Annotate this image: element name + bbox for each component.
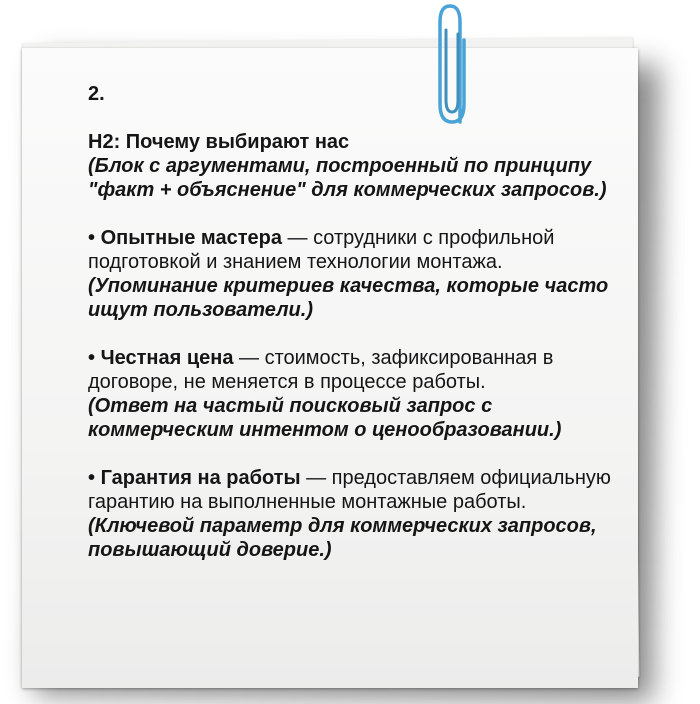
argument-text: — стоимость, зафиксированная в договоре, не меняется в процессе работы.: [88, 347, 554, 393]
argument-title: Честная цена: [100, 347, 234, 369]
argument-bullet: •: [88, 227, 101, 249]
argument-note: (Ключевой параметр для коммерческих запросов, повышающий доверие.): [88, 515, 597, 561]
argument-bullet: •: [88, 467, 101, 489]
argument-note: (Ответ на частый поисковый запрос с коммерческим интентом о ценообразовании.): [88, 395, 562, 441]
section-heading: H2: Почему выбирают нас: [88, 131, 350, 153]
section-heading-note: (Блок с аргументами, построенный по принципу "факт + объяснение" для коммерческих запросов.): [88, 155, 607, 201]
argument-item-masters: [88, 226, 628, 322]
section-number: 2.: [88, 83, 105, 105]
argument-text: — предоставляем официальную гарантию на выполненные монтажные работы.: [88, 467, 611, 513]
paperclip-icon: [430, 0, 476, 132]
argument-note: (Упоминание критериев качества, которые часто ищут пользователи.): [88, 275, 609, 321]
section-heading-block: [88, 130, 628, 202]
argument-text: — сотрудники с профильной подготовкой и знанием технологии монтажа.: [88, 227, 555, 273]
argument-bullet: •: [88, 347, 101, 369]
note-content: [88, 82, 628, 562]
argument-title: Опытные мастера: [100, 227, 282, 249]
argument-item-price: [88, 346, 628, 442]
argument-item-guarantee: [88, 466, 628, 562]
argument-title: Гарантия на работы: [100, 467, 301, 489]
